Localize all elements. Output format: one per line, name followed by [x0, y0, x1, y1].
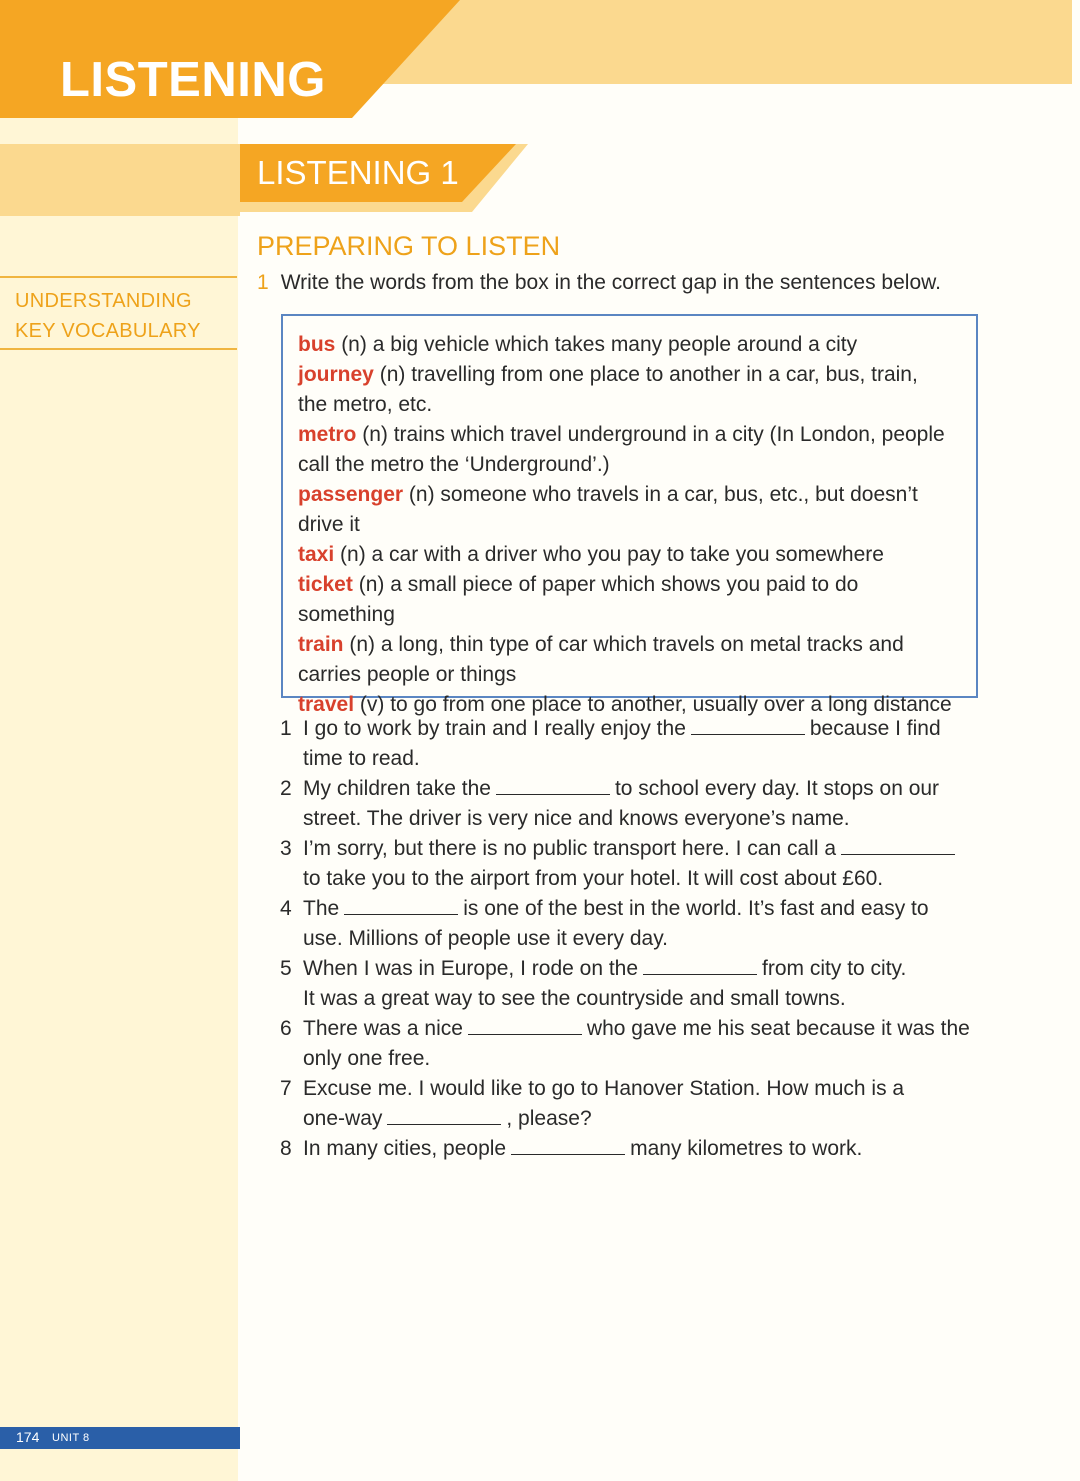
vocab-entry: train (n) a long, thin type of car which travels on metal tracks and carries people or things [298, 633, 904, 686]
vocab-word: ticket [298, 573, 353, 596]
exercise-item: 6 There was a nice who gave me his seat because it was the only one free. [280, 1014, 980, 1074]
exercise-item: 3 I’m sorry, but there is no public transport here. I can call a to take you to the airport from your hotel. It will cost about £60. [280, 834, 980, 894]
answer-blank[interactable] [691, 717, 805, 735]
vocab-word: taxi [298, 543, 335, 566]
vocab-entry: journey (n) travelling from one place to another in a car, bus, train, the metro, etc. [298, 363, 918, 416]
exercise-item: 1 I go to work by train and I really enjoy the because I find time to read. [280, 714, 980, 774]
exercise-number: 4 [280, 897, 292, 920]
page-title: LISTENING [60, 53, 326, 107]
exercise-number: 5 [280, 957, 292, 980]
vocab-entry: passenger (n) someone who travels in a car, bus, etc., but doesn’t drive it [298, 483, 918, 536]
answer-blank[interactable] [643, 957, 757, 975]
instruction-number: 1 [257, 271, 269, 294]
exercise-instruction [257, 271, 997, 295]
answer-blank[interactable] [511, 1137, 625, 1155]
sidebar-panel [0, 0, 238, 1481]
page-number: 174 [16, 1429, 40, 1445]
vocabulary-box [281, 314, 978, 716]
sidebar-label-line2: KEY VOCABULARY [15, 320, 201, 342]
vocab-entry: travel (v) to go from one place to another, usually over a long distance [298, 693, 952, 716]
vocab-entry: metro (n) trains which travel underground in a city (In London, people call the metro the ‘Underground’.) [298, 423, 945, 476]
vocab-word: train [298, 633, 344, 656]
exercise-number: 3 [280, 837, 292, 860]
exercise-number: 6 [280, 1017, 292, 1040]
vocab-entry: ticket (n) a small piece of paper which shows you paid to do something [298, 573, 859, 626]
exercise-list [280, 714, 980, 1164]
exercise-item: 5 When I was in Europe, I rode on the from city to city. It was a great way to see the countryside and small towns. [280, 954, 980, 1014]
answer-blank[interactable] [344, 897, 458, 915]
exercise-number: 7 [280, 1077, 292, 1100]
vocab-word: passenger [298, 483, 404, 506]
answer-blank[interactable] [387, 1107, 501, 1125]
sidebar-label [15, 286, 235, 346]
sidebar-label-line1: UNDERSTANDING [15, 290, 192, 312]
vocab-word: bus [298, 333, 336, 356]
exercise-item: 2 My children take the to school every day. It stops on our street. The driver is very nice and knows everyone’s name. [280, 774, 980, 834]
answer-blank[interactable] [496, 777, 610, 795]
vocab-word: travel [298, 693, 355, 716]
exercise-item: 8 In many cities, people many kilometres to work. [280, 1134, 980, 1164]
exercise-number: 1 [280, 717, 292, 740]
exercise-number: 8 [280, 1137, 292, 1160]
exercise-item: 7 Excuse me. I would like to go to Hanover Station. How much is a one-way , please? [280, 1074, 980, 1134]
vocab-word: metro [298, 423, 357, 446]
section-title: LISTENING 1 [257, 154, 459, 191]
answer-blank[interactable] [841, 837, 955, 855]
vocab-entry: bus (n) a big vehicle which takes many people around a city [298, 333, 858, 356]
exercise-number: 2 [280, 777, 292, 800]
answer-blank[interactable] [468, 1017, 582, 1035]
sidebar-divider-bottom [0, 348, 237, 350]
section-heading: PREPARING TO LISTEN [257, 231, 561, 261]
sidebar-divider-top [0, 276, 237, 278]
vocab-word: journey [298, 363, 374, 386]
vocab-entry: taxi (n) a car with a driver who you pay to take you somewhere [298, 543, 884, 566]
instruction-text: Write the words from the box in the correct gap in the sentences below. [280, 271, 941, 294]
exercise-item: 4 The is one of the best in the world. It’s fast and easy to use. Millions of people use it every day. [280, 894, 980, 954]
unit-label: UNIT 8 [52, 1432, 90, 1444]
